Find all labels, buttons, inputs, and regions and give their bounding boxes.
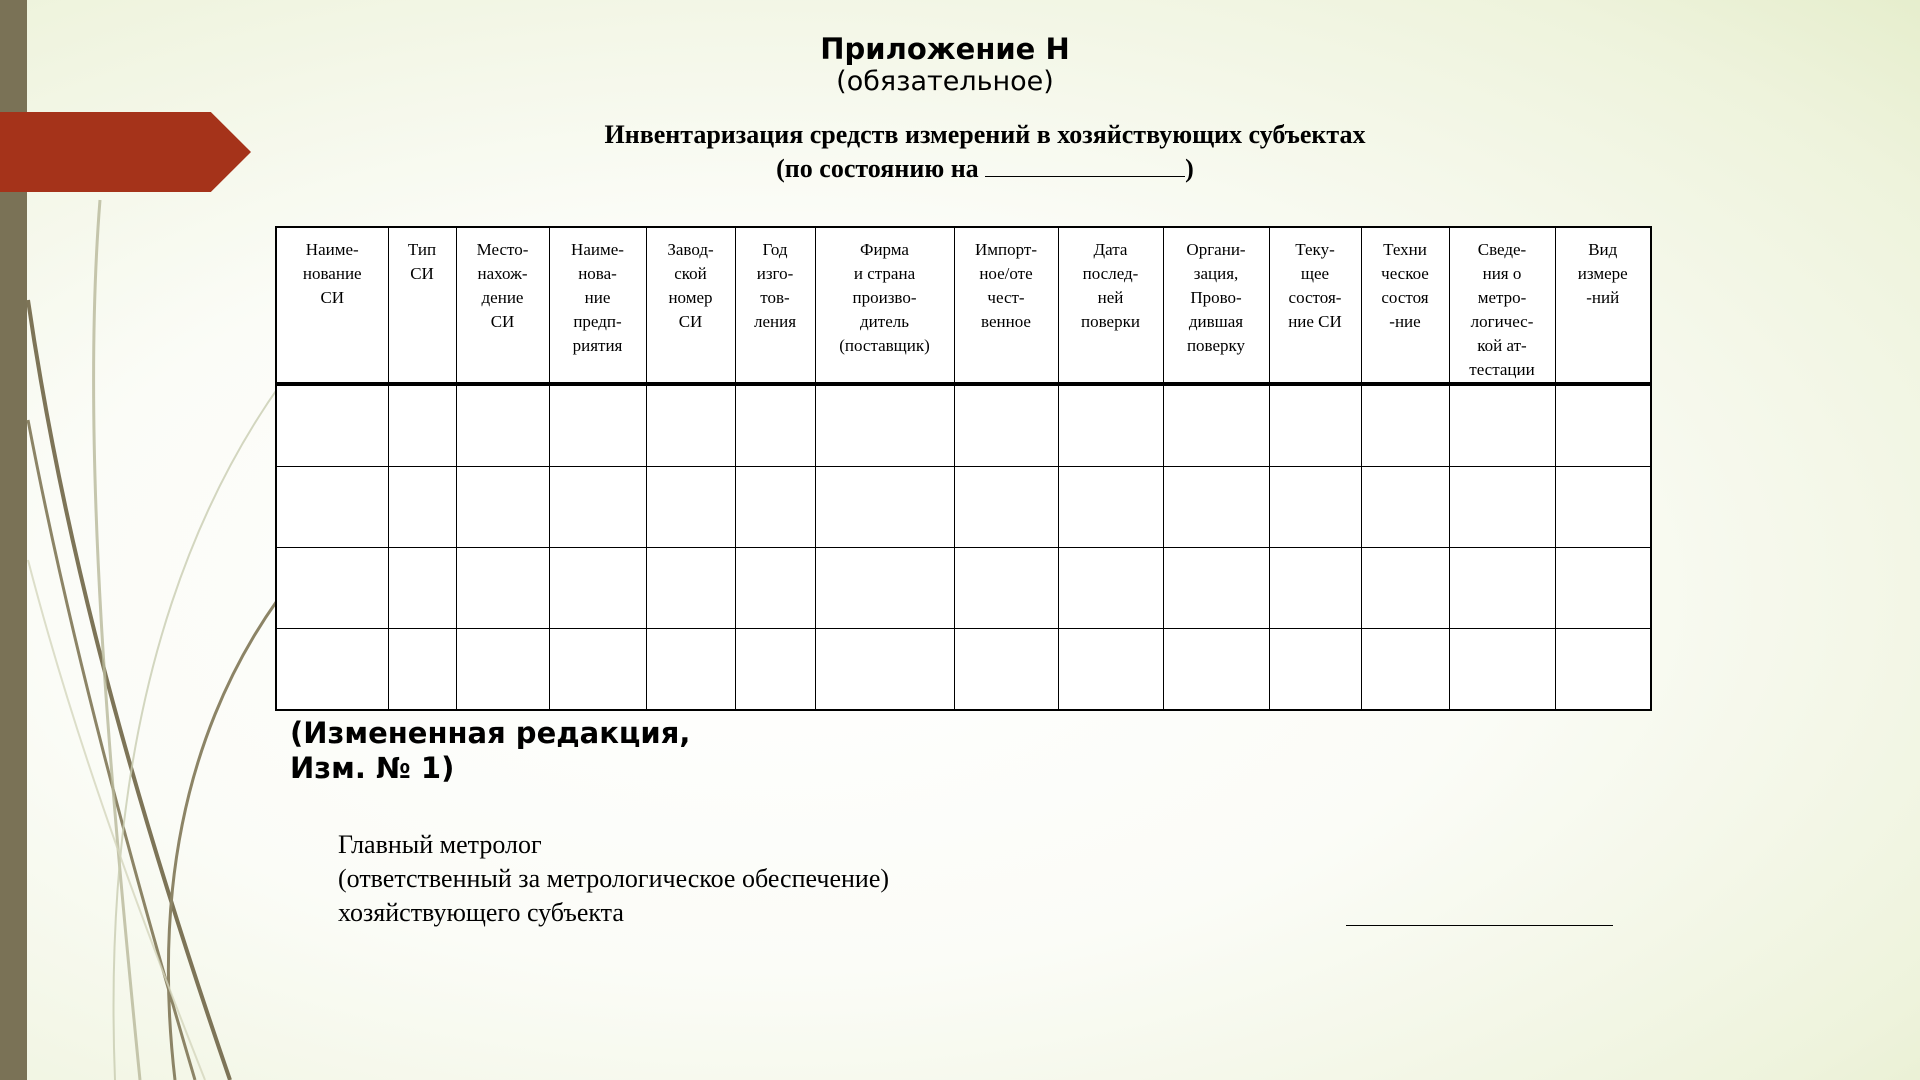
table-row bbox=[276, 548, 1651, 629]
col-header: Наиме- нова- ние предп- риятия bbox=[549, 227, 646, 384]
table-cell bbox=[1163, 629, 1269, 711]
table-cell bbox=[549, 467, 646, 548]
table-cell bbox=[388, 629, 456, 711]
decor-curve-1 bbox=[28, 300, 230, 1080]
revision-note-line-2: Изм. № 1) bbox=[290, 751, 455, 785]
heading-date-prefix: (по состоянию на bbox=[776, 154, 986, 183]
decor-curve-3 bbox=[94, 200, 140, 1080]
table-cell bbox=[1449, 467, 1555, 548]
table-cell bbox=[646, 629, 735, 711]
date-blank-line bbox=[985, 154, 1185, 177]
table-cell bbox=[1555, 629, 1651, 711]
col-header: Техни ческое состоя -ние bbox=[1361, 227, 1449, 384]
table-header-row bbox=[276, 227, 1651, 384]
table-cell bbox=[1058, 384, 1163, 467]
table-cell bbox=[1361, 384, 1449, 467]
decor-curve-2 bbox=[28, 420, 195, 1080]
table-cell bbox=[735, 467, 815, 548]
col-header: Год изго- тов- ления bbox=[735, 227, 815, 384]
table-cell bbox=[646, 467, 735, 548]
table-cell bbox=[456, 467, 549, 548]
heading-date-suffix: ) bbox=[1185, 154, 1194, 183]
table-cell bbox=[735, 629, 815, 711]
col-header: Вид измере -ний bbox=[1555, 227, 1651, 384]
table-cell bbox=[1449, 384, 1555, 467]
col-header: Дата послед- ней поверки bbox=[1058, 227, 1163, 384]
col-header: Импорт- ное/оте чест- венное bbox=[954, 227, 1058, 384]
col-header: Завод- ской номер СИ bbox=[646, 227, 735, 384]
col-header: Теку- щее состоя- ние СИ bbox=[1269, 227, 1361, 384]
table-cell bbox=[549, 384, 646, 467]
table-cell bbox=[276, 467, 388, 548]
table-cell bbox=[815, 548, 954, 629]
table-row bbox=[276, 467, 1651, 548]
col-header: Наиме- нование СИ bbox=[276, 227, 388, 384]
revision-note bbox=[290, 716, 690, 786]
form-heading bbox=[520, 118, 1450, 186]
table-cell bbox=[1163, 467, 1269, 548]
table-cell bbox=[1269, 629, 1361, 711]
inventory-table bbox=[275, 226, 1652, 711]
heading-line-2 bbox=[520, 152, 1450, 186]
signature-block bbox=[338, 828, 889, 930]
table-cell bbox=[646, 548, 735, 629]
table-cell bbox=[1058, 629, 1163, 711]
red-arrow-tab bbox=[0, 112, 251, 192]
table-cell bbox=[735, 548, 815, 629]
col-header: Фирма и страна произво- дитель (поставщик) bbox=[815, 227, 954, 384]
table-cell bbox=[276, 384, 388, 467]
table-cell bbox=[1555, 548, 1651, 629]
table-cell bbox=[1449, 548, 1555, 629]
table-cell bbox=[954, 629, 1058, 711]
table-cell bbox=[954, 548, 1058, 629]
table-cell bbox=[815, 467, 954, 548]
table-cell bbox=[954, 384, 1058, 467]
table-cell bbox=[1361, 629, 1449, 711]
col-header: Тип СИ bbox=[388, 227, 456, 384]
table-cell bbox=[388, 548, 456, 629]
col-header: Сведе- ния о метро- логичес- кой ат- тестации bbox=[1449, 227, 1555, 384]
decor-curve-6 bbox=[28, 560, 205, 1080]
table-cell bbox=[815, 384, 954, 467]
table-cell bbox=[276, 629, 388, 711]
table-cell bbox=[1163, 548, 1269, 629]
table-cell bbox=[388, 467, 456, 548]
table-cell bbox=[456, 629, 549, 711]
table-body bbox=[276, 384, 1651, 710]
table-cell bbox=[646, 384, 735, 467]
table-cell bbox=[1269, 384, 1361, 467]
table-cell bbox=[1361, 548, 1449, 629]
table-cell bbox=[1269, 467, 1361, 548]
table-cell bbox=[1555, 467, 1651, 548]
table-cell bbox=[549, 548, 646, 629]
table-cell bbox=[1058, 548, 1163, 629]
table-cell bbox=[388, 384, 456, 467]
table-cell bbox=[735, 384, 815, 467]
table-cell bbox=[1269, 548, 1361, 629]
col-header: Место- нахож- дение СИ bbox=[456, 227, 549, 384]
table-cell bbox=[456, 384, 549, 467]
table-cell bbox=[1163, 384, 1269, 467]
revision-note-line-1: (Измененная редакция, bbox=[290, 716, 691, 750]
signature-line-2: (ответственный за метрологическое обеспечение) bbox=[338, 864, 890, 893]
table-cell bbox=[549, 629, 646, 711]
table-cell bbox=[1058, 467, 1163, 548]
appendix-title: Приложение Н bbox=[820, 32, 1070, 66]
table-cell bbox=[954, 467, 1058, 548]
table-cell bbox=[1449, 629, 1555, 711]
table-cell bbox=[1555, 384, 1651, 467]
table-cell bbox=[1361, 467, 1449, 548]
col-header: Органи- зация, Прово- дившая поверку bbox=[1163, 227, 1269, 384]
table-cell bbox=[276, 548, 388, 629]
heading-line-1: Инвентаризация средств измерений в хозяйствующих субъектах bbox=[604, 120, 1366, 149]
signature-line-3: хозяйствующего субъекта bbox=[338, 898, 624, 927]
appendix-subtitle: (обязательное) bbox=[836, 66, 1054, 97]
table-cell bbox=[815, 629, 954, 711]
signature-line-1: Главный метролог bbox=[338, 830, 542, 859]
table-row bbox=[276, 384, 1651, 467]
table-row bbox=[276, 629, 1651, 711]
table-cell bbox=[456, 548, 549, 629]
signature-blank-line bbox=[1346, 925, 1613, 926]
